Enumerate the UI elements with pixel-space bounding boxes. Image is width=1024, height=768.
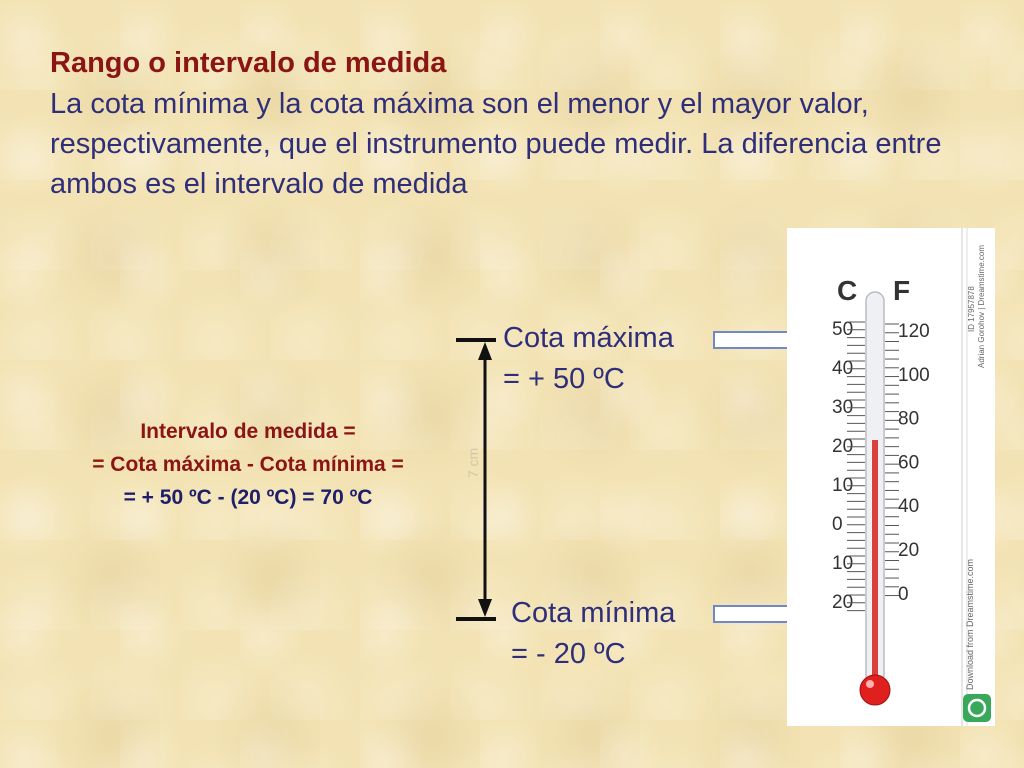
dreamstime-logo <box>963 694 991 722</box>
celsius-tick-label: 20 <box>832 436 854 457</box>
celsius-tick-label: 0 <box>832 514 843 535</box>
fahrenheit-tick-label: 20 <box>898 540 920 561</box>
celsius-tick-label: 30 <box>832 397 854 418</box>
celsius-tick-label: 10 <box>832 475 854 496</box>
interval-formula <box>18 415 478 514</box>
formula-line-2: = Cota máxima - Cota mínima = <box>92 453 404 476</box>
formula-line-1: Intervalo de medida = <box>140 420 356 443</box>
watermark-download: Download from Dreamstime.com <box>965 558 975 690</box>
formula-line-3: = + 50 ºC - (20 ºC) = 70 ºC <box>123 486 373 509</box>
fahrenheit-tick-label: 100 <box>898 364 930 386</box>
thermometer-drawing <box>787 228 995 726</box>
celsius-scale <box>832 319 853 613</box>
celsius-unit-label: C <box>837 275 858 306</box>
definition-paragraph: La cota mínima y la cota máxima son el menor y el mayor valor, respectivamente, que el instrumento puede medir. La diferencia entre ambos es el intervalo de medida <box>50 88 942 200</box>
thermometer-bulb <box>860 675 890 705</box>
fahrenheit-tick-label: 80 <box>898 408 920 430</box>
faint-measure-label: 7 cm <box>465 447 482 479</box>
fahrenheit-scale <box>898 321 930 605</box>
bracket-up-arrowhead <box>478 342 492 360</box>
liquid-column <box>872 440 878 688</box>
celsius-tick-label: 40 <box>832 358 854 379</box>
fahrenheit-unit-label: F <box>893 275 911 306</box>
fahrenheit-tick-label: 60 <box>898 452 920 474</box>
thermometer-image <box>787 228 995 726</box>
range-bracket <box>450 330 510 630</box>
fahrenheit-tick-label: 0 <box>898 583 909 605</box>
watermark-id: ID 17957878 <box>967 286 976 332</box>
cota-maxima-value: = + 50 ºC <box>503 363 625 395</box>
cota-maxima-label: Cota máxima <box>503 322 674 354</box>
fahrenheit-tick-label: 40 <box>898 496 920 518</box>
celsius-tick-label: 10 <box>832 553 854 574</box>
bracket-down-arrowhead <box>478 599 492 617</box>
celsius-tick-label: 20 <box>832 592 854 613</box>
fahrenheit-tick-label: 120 <box>898 321 930 342</box>
cota-minima-value: = - 20 ºC <box>511 638 626 670</box>
watermark-author: Adrian Gorohov | Dreamstime.com <box>977 244 986 368</box>
slide-title: Rango o intervalo de medida <box>50 47 447 79</box>
bulb-highlight <box>866 680 874 688</box>
cota-minima-label: Cota mínima <box>511 597 676 629</box>
celsius-tick-label: 50 <box>832 319 854 340</box>
